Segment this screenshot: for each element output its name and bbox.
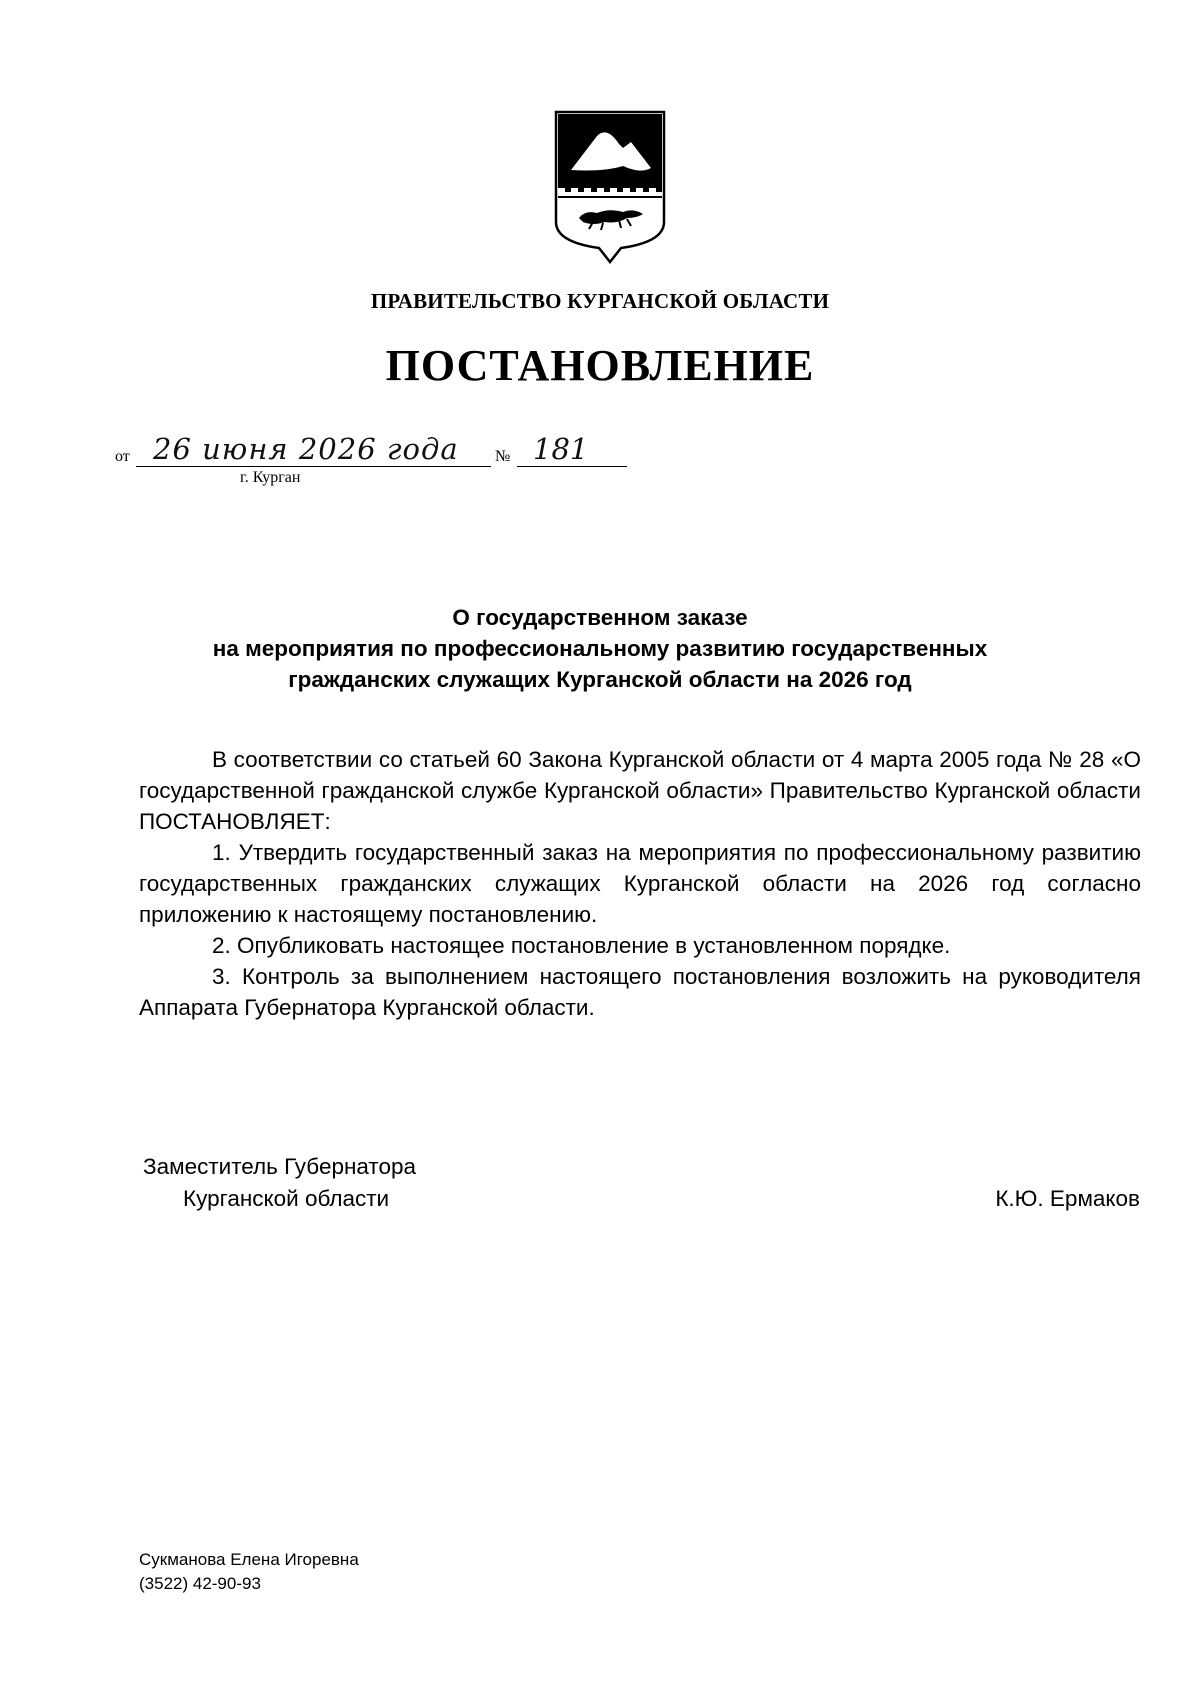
executor-name: Сукманова Елена Игоревна	[139, 1550, 359, 1569]
body-item-3: 3. Контроль за выполнением настоящего постановления возложить на руководителя Аппарата Губернатора Курганской области.	[139, 964, 1141, 1020]
executor-phone: (3522) 42-90-93	[139, 1574, 261, 1593]
coat-of-arms-icon	[553, 110, 667, 264]
document-type-title: ПОСТАНОВЛЕНИЕ	[385, 341, 815, 390]
signatory-position	[143, 1151, 416, 1215]
city-label: г. Курган	[240, 469, 301, 486]
subject-line-3: гражданских служащих Курганской области на 2026 год	[288, 667, 912, 692]
number-underline	[517, 466, 627, 467]
date-prefix: от	[115, 448, 130, 465]
subject-line-1: О государственном заказе	[452, 605, 748, 630]
subject-line-2: на мероприятия по профессиональному развитию государственных	[212, 636, 988, 661]
document-subject	[0, 602, 1200, 695]
handwritten-date: 26 июня 2026 года	[153, 432, 459, 466]
signatory-position-line-2: Курганской области	[183, 1186, 390, 1211]
signatory-name: К.Ю. Ермаков	[995, 1186, 1140, 1211]
date-underline	[136, 466, 491, 467]
document-body	[139, 744, 1141, 1023]
date-number-line	[115, 432, 635, 502]
signatory-position-line-1: Заместитель Губернатора	[143, 1154, 417, 1179]
body-item-2: 2. Опубликовать настоящее постановление в установленном порядке.	[212, 933, 951, 958]
body-item-1: 1. Утвердить государственный заказ на мероприятия по профессиональному развитию государственных гражданских служащих Курганской области на 2026 год согласно приложению к настоящему постановлению.	[139, 840, 1141, 927]
handwritten-number: 181	[533, 432, 589, 466]
organization-title: ПРАВИТЕЛЬСТВО КУРГАНСКОЙ ОБЛАСТИ	[370, 289, 830, 313]
number-sign: №	[495, 448, 511, 465]
body-intro-paragraph: В соответствии со статьей 60 Закона Курганской области от 4 марта 2005 года № 28 «О государственной гражданской службе Курганской области» Правительство Курганской области ПОСТАНОВЛЯЕТ:	[139, 747, 1141, 834]
executor-info	[139, 1548, 359, 1596]
